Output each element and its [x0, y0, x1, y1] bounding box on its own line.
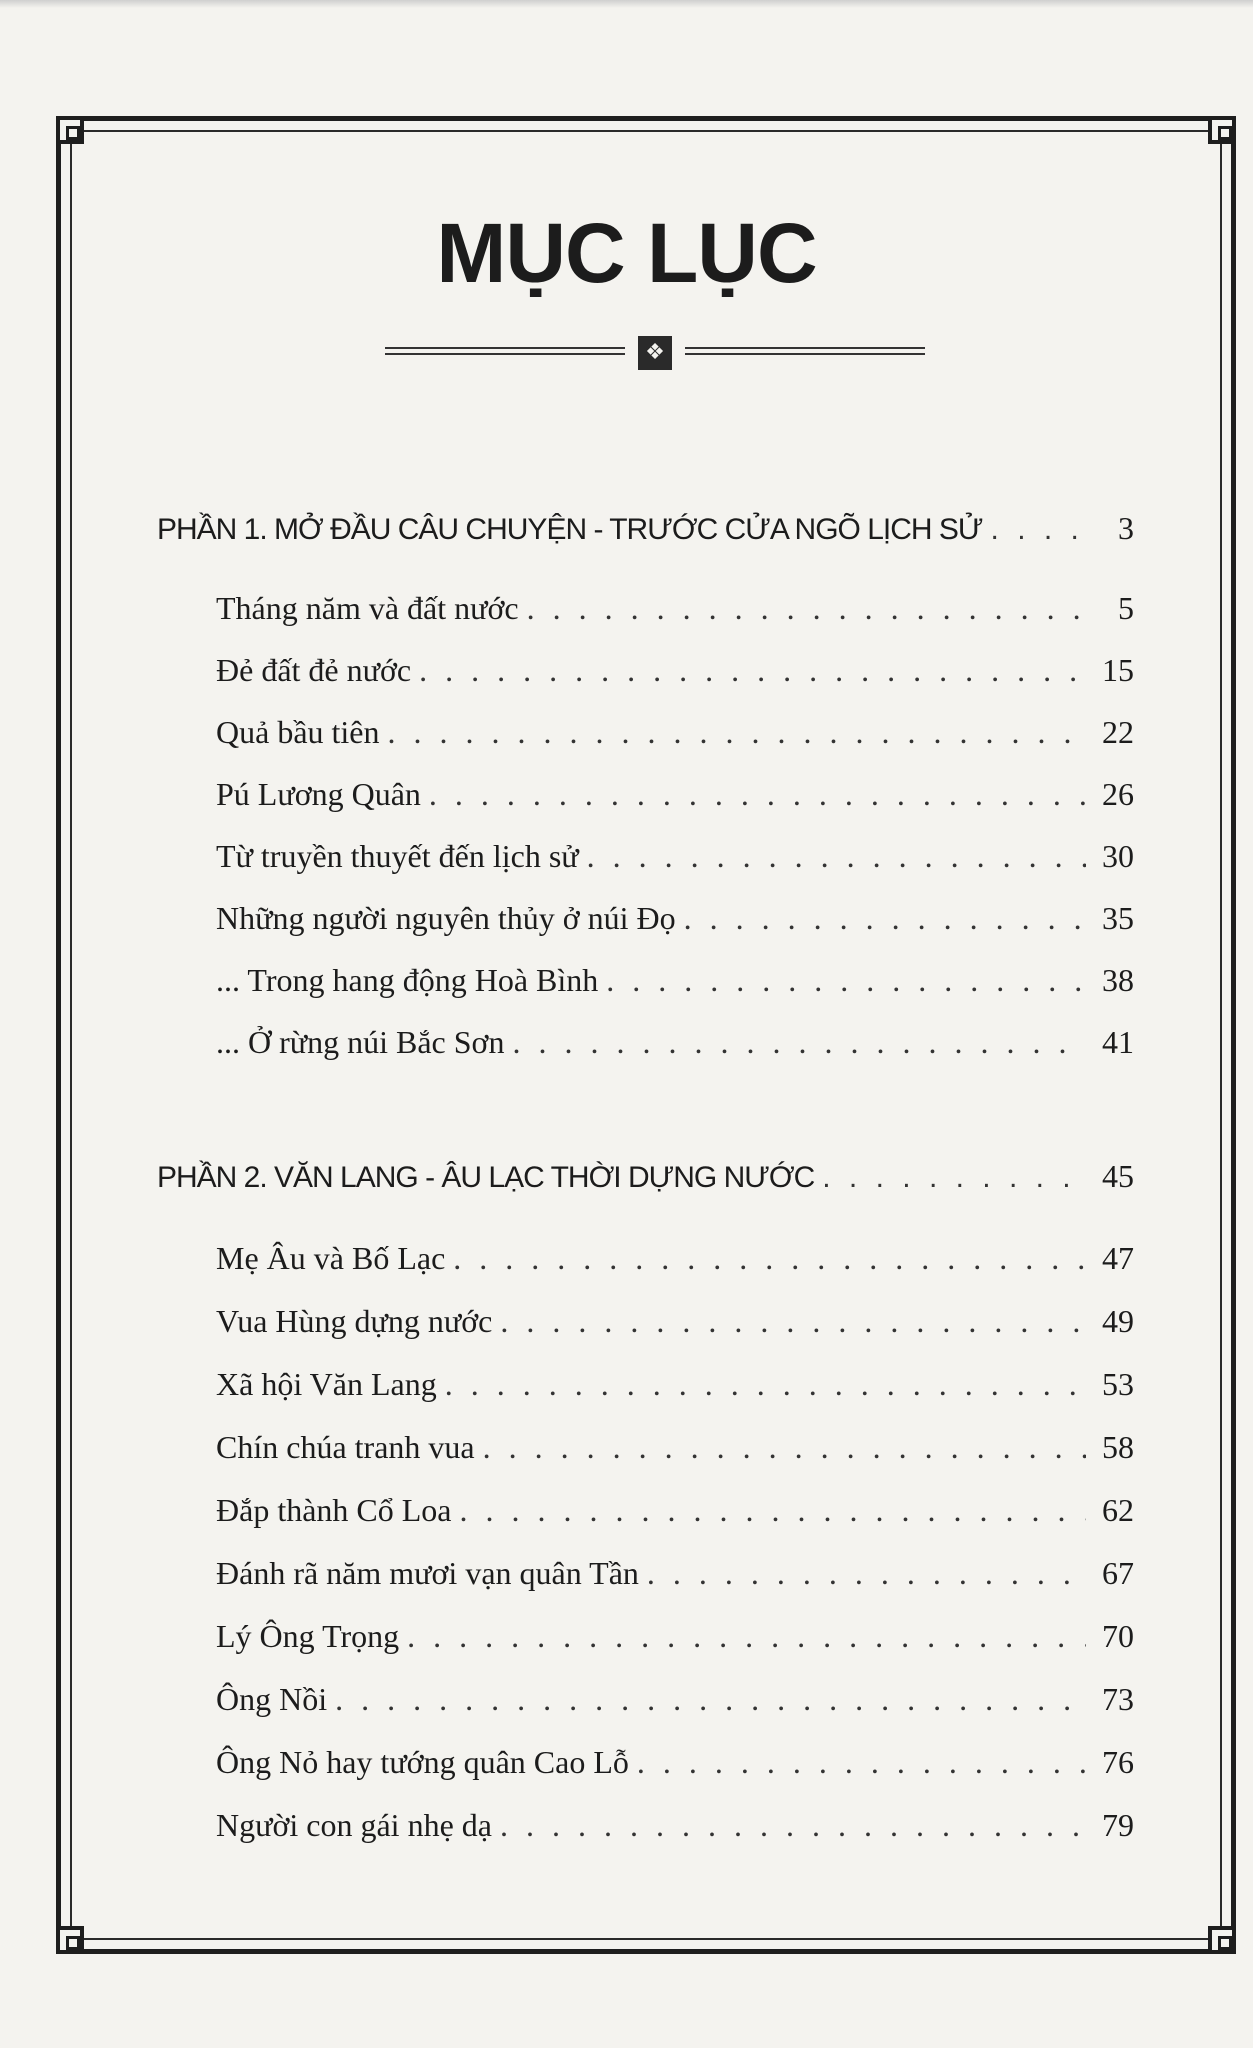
toc-entry-label: Những người nguyên thủy ở núi Đọ [216, 900, 676, 936]
corner-ornament-top-right [1208, 116, 1236, 144]
toc-page-number: 76 [1102, 1744, 1134, 1780]
toc-entry[interactable] [216, 1024, 1134, 1061]
divider-line-right [685, 347, 925, 355]
toc-entry[interactable] [216, 1807, 1134, 1844]
toc-page-number: 15 [1102, 652, 1134, 688]
toc-entry[interactable] [216, 838, 1134, 875]
toc-entry-label: Lý Ông Trọng [216, 1618, 400, 1654]
toc-entry-label: Xã hội Văn Lang [216, 1366, 437, 1402]
toc-leader-dots [647, 1555, 1086, 1592]
toc-entry-label: Từ truyền thuyết đến lịch sử [216, 838, 579, 874]
toc-page-number: 67 [1102, 1555, 1134, 1591]
toc-entry[interactable] [216, 652, 1134, 689]
toc-entry[interactable] [216, 590, 1134, 627]
toc-entry[interactable] [216, 1492, 1134, 1529]
page-title: MỤC LỤC [436, 206, 817, 300]
toc-leader-dots [637, 1744, 1086, 1781]
toc-entry[interactable] [216, 776, 1134, 813]
toc-entry-label: Chín chúa tranh vua [216, 1429, 475, 1465]
toc-leader-dots [500, 1303, 1086, 1340]
toc-page-number: 5 [1118, 590, 1134, 626]
toc-leader-dots [483, 1429, 1086, 1466]
toc-page-number: 62 [1102, 1492, 1134, 1528]
toc-page-number: 38 [1102, 962, 1134, 998]
toc-entry-label: Pú Lương Quân [216, 776, 421, 812]
toc-entry[interactable] [216, 1555, 1134, 1592]
toc-page-number: 70 [1102, 1618, 1134, 1654]
toc-leader-dots [684, 900, 1086, 937]
ornament-icon: ❖ [638, 336, 672, 370]
toc-part-label: PHẦN 2. VĂN LANG - ÂU LẠC THỜI DỰNG NƯỚC [157, 1161, 815, 1194]
toc-entry-label: ... Trong hang động Hoà Bình [216, 962, 599, 998]
toc-leader-dots [460, 1492, 1087, 1529]
toc-entry[interactable] [216, 900, 1134, 937]
toc-page-number: 3 [1118, 510, 1134, 546]
toc-page-number: 41 [1102, 1024, 1134, 1060]
toc-entry[interactable] [216, 1681, 1134, 1718]
toc-page-number: 58 [1102, 1429, 1134, 1465]
toc-page-number: 49 [1102, 1303, 1134, 1339]
toc-page-number: 22 [1102, 714, 1134, 750]
toc-entry-label: Mẹ Âu và Bố Lạc [216, 1240, 446, 1276]
toc-entry-label: Đắp thành Cổ Loa [216, 1492, 452, 1528]
toc-leader-dots [527, 590, 1086, 627]
divider-line-left [385, 347, 625, 355]
toc-part-1[interactable] [157, 510, 1134, 547]
corner-ornament-top-left [56, 116, 84, 144]
toc-entry[interactable] [216, 962, 1134, 999]
toc-entry[interactable] [216, 1240, 1134, 1277]
toc-entry-label: Tháng năm và đất nước [216, 590, 519, 626]
toc-leader-dots [419, 652, 1086, 689]
toc-page-number: 53 [1102, 1366, 1134, 1402]
toc-entry-label: Quả bầu tiên [216, 714, 380, 750]
toc-leader-dots [445, 1366, 1086, 1403]
toc-entry-label: Ông Nỏ hay tướng quân Cao Lỗ [216, 1744, 629, 1780]
toc-leader-dots [587, 838, 1086, 875]
toc-entry-label: Người con gái nhẹ dạ [216, 1807, 492, 1843]
toc-leader-dots [388, 714, 1087, 751]
toc-page-number: 79 [1102, 1807, 1134, 1843]
toc-entry[interactable] [216, 1366, 1134, 1403]
toc-leader-dots [429, 776, 1086, 813]
toc-entry-label: Đẻ đất đẻ nước [216, 652, 412, 688]
toc-page-number: 26 [1102, 776, 1134, 812]
toc-page-number: 35 [1102, 900, 1134, 936]
toc-leader-dots [407, 1618, 1086, 1655]
toc-entry[interactable] [216, 1429, 1134, 1466]
toc-page-number: 30 [1102, 838, 1134, 874]
toc-leader-dots [991, 513, 1086, 547]
toc-leader-dots [500, 1807, 1086, 1844]
toc-page-number: 73 [1102, 1681, 1134, 1717]
toc-leader-dots [606, 962, 1086, 999]
toc-entry[interactable] [216, 1744, 1134, 1781]
toc-page-number: 47 [1102, 1240, 1134, 1276]
toc-leader-dots [335, 1681, 1086, 1718]
toc-part-2[interactable] [157, 1158, 1134, 1195]
title-divider [385, 336, 925, 370]
toc-entry-label: Ông Nồi [216, 1681, 328, 1717]
corner-ornament-bottom-right [1208, 1926, 1236, 1954]
toc-entry-label: Đánh rã năm mươi vạn quân Tần [216, 1555, 639, 1591]
toc-entry[interactable] [216, 1618, 1134, 1655]
toc-entry-label: ... Ở rừng núi Bắc Sơn [216, 1024, 505, 1060]
toc-leader-dots [453, 1240, 1086, 1277]
toc-leader-dots [512, 1024, 1086, 1061]
toc-entry[interactable] [216, 1303, 1134, 1340]
toc-entry-label: Vua Hùng dựng nước [216, 1303, 493, 1339]
toc-entry[interactable] [216, 714, 1134, 751]
page-top-shadow [0, 0, 1253, 8]
corner-ornament-bottom-left [56, 1926, 84, 1954]
toc-page-number: 45 [1102, 1158, 1134, 1194]
toc-part-label: PHẦN 1. MỞ ĐẦU CÂU CHUYỆN - TRƯỚC CỬA NGÕ LỊCH SỬ [157, 513, 983, 546]
toc-leader-dots [822, 1161, 1086, 1195]
